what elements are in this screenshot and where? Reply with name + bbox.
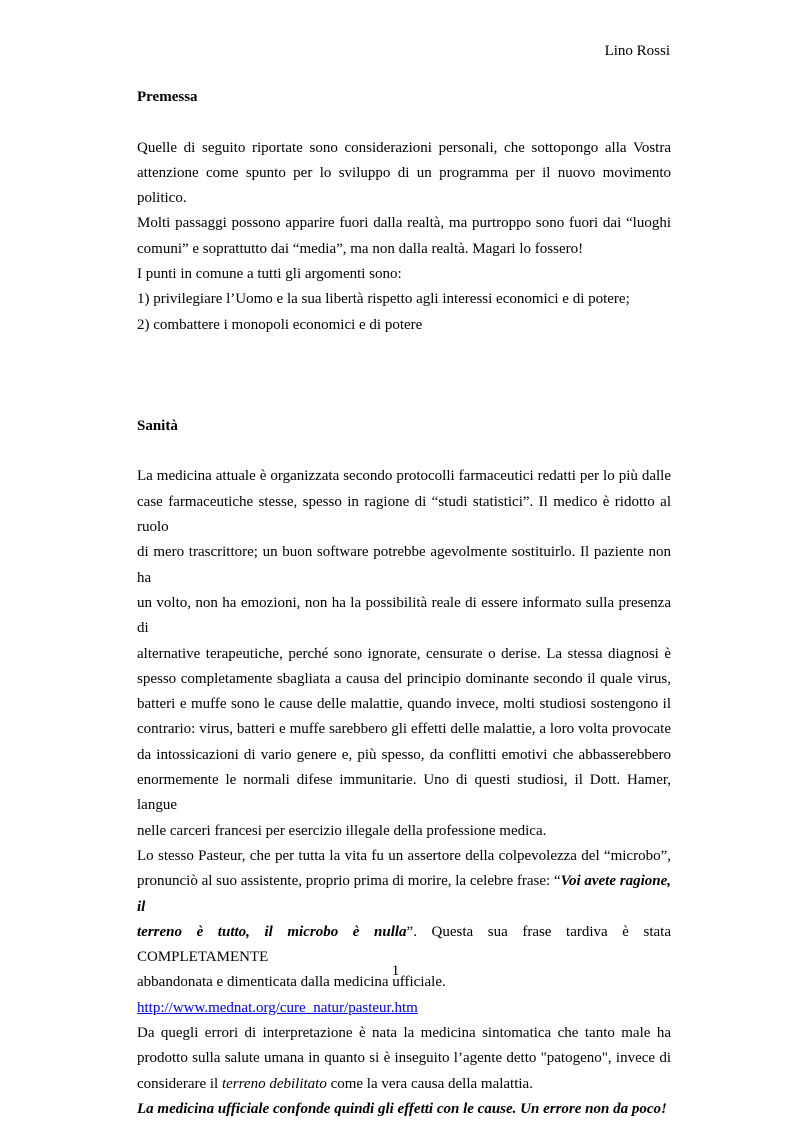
premessa-paragraph [137, 136, 671, 338]
pasteur-text: pronunciò al suo assistente, proprio prima di morire, la celebre frase: “ [137, 873, 561, 890]
paragraph-line: contrario: virus, batteri e muffe sarebbero gli effetti delle malattie, a loro volta provocate [137, 721, 671, 738]
paragraph-line: attenzione come spunto per lo sviluppo di un programma per il nuovo movimento politico. [137, 164, 671, 207]
points-intro: I punti in comune a tutti gli argomenti sono: [137, 266, 402, 283]
conclusion-line: La medicina ufficiale confonde quindi gli effetti con le cause. Un errore non da poco! [137, 1100, 667, 1117]
paragraph-line: da intossicazioni di vario genere e, più spesso, da conflitti emotivi che abbasserebbero [137, 746, 671, 763]
spacer [137, 439, 671, 464]
paragraph-line: La medicina attuale è organizzata secondo protocolli farmaceutici redatti per lo più dalle [137, 468, 671, 485]
paragraph-line: comuni” e soprattutto dai “media”, ma non dalla realtà. Magari lo fossero! [137, 240, 584, 257]
errori-text: considerare il [137, 1075, 222, 1092]
pasteur-reference-link[interactable]: http://www.mednat.org/cure_natur/pasteur.htm [137, 999, 418, 1016]
paragraph-line: di mero trascrittore; un buon software potrebbe agevolmente sostituirlo. Il paziente non ha [137, 544, 671, 586]
section-heading-sanita: Sanità [137, 417, 178, 434]
spacer [137, 110, 671, 135]
pasteur-text: ”. Questa sua frase tardiva è stata COMPLETAMENTE [137, 923, 671, 966]
sanita-paragraph [137, 464, 671, 1122]
errori-line: Da quegli errori di interpretazione è nata la medicina sintomatica che tanto male ha [137, 1024, 671, 1041]
page-number: 1 [391, 963, 400, 979]
errori-line [137, 1072, 671, 1097]
spacer [137, 389, 671, 414]
section-heading-premessa: Premessa [137, 89, 198, 105]
paragraph-line: nelle carceri francesi per esercizio illegale della professione medica. [137, 822, 547, 839]
paragraph-line: Molti passaggi possono apparire fuori dalla realtà, ma purtroppo sono fuori dai “luoghi [137, 215, 671, 232]
pasteur-quote: terreno è tutto, il microbo è nulla [137, 923, 407, 940]
pasteur-line: Lo stesso Pasteur, che per tutta la vita fu un assertore della colpevolezza del “microbo”, [137, 847, 671, 864]
paragraph-line: alternative terapeutiche, perché sono ignorate, censurate o derise. La stessa diagnosi è [137, 645, 671, 662]
errori-italic: terreno debilitato [221, 1075, 327, 1092]
reference-link-line [137, 996, 671, 1021]
header-author: Lino Rossi [604, 43, 670, 59]
pasteur-line: abbandonata e dimenticata dalla medicina ufficiale. [137, 974, 446, 991]
paragraph-line: batteri e muffe sono le cause delle malattie, quando invece, molti studiosi sostengono il [137, 696, 671, 713]
paragraph-line: Quelle di seguito riportate sono considerazioni personali, che sottopongo alla Vostra [137, 139, 671, 156]
point-item: 2) combattere i monopoli economici e di potere [137, 316, 423, 333]
pasteur-quote: Voi avete ragione, il [137, 873, 672, 915]
errori-line: prodotto sulla salute umana in quanto si è inseguito l’agente detto "patogeno", invece di [137, 1050, 671, 1067]
pasteur-line [137, 869, 671, 920]
paragraph-line: spesso completamente sbagliata a causa del principio dominante secondo il quale virus, [137, 670, 671, 687]
spacer [137, 338, 671, 389]
paragraph-line: enormemente le normali difese immunitarie. Uno di questi studiosi, il Dott. Hamer, langue [137, 772, 671, 814]
paragraph-line: un volto, non ha emozioni, non ha la possibilità reale di essere informato sulla presenza di [137, 594, 671, 637]
point-item: 1) privilegiare l’Uomo e la sua libertà rispetto agli interessi economici e di potere; [137, 291, 630, 308]
errori-text: come la vera causa della malattia. [326, 1075, 533, 1092]
paragraph-line: case farmaceutiche stesse, spesso in ragione di “studi statistici”. Il medico è ridotto al ruolo [137, 493, 671, 536]
